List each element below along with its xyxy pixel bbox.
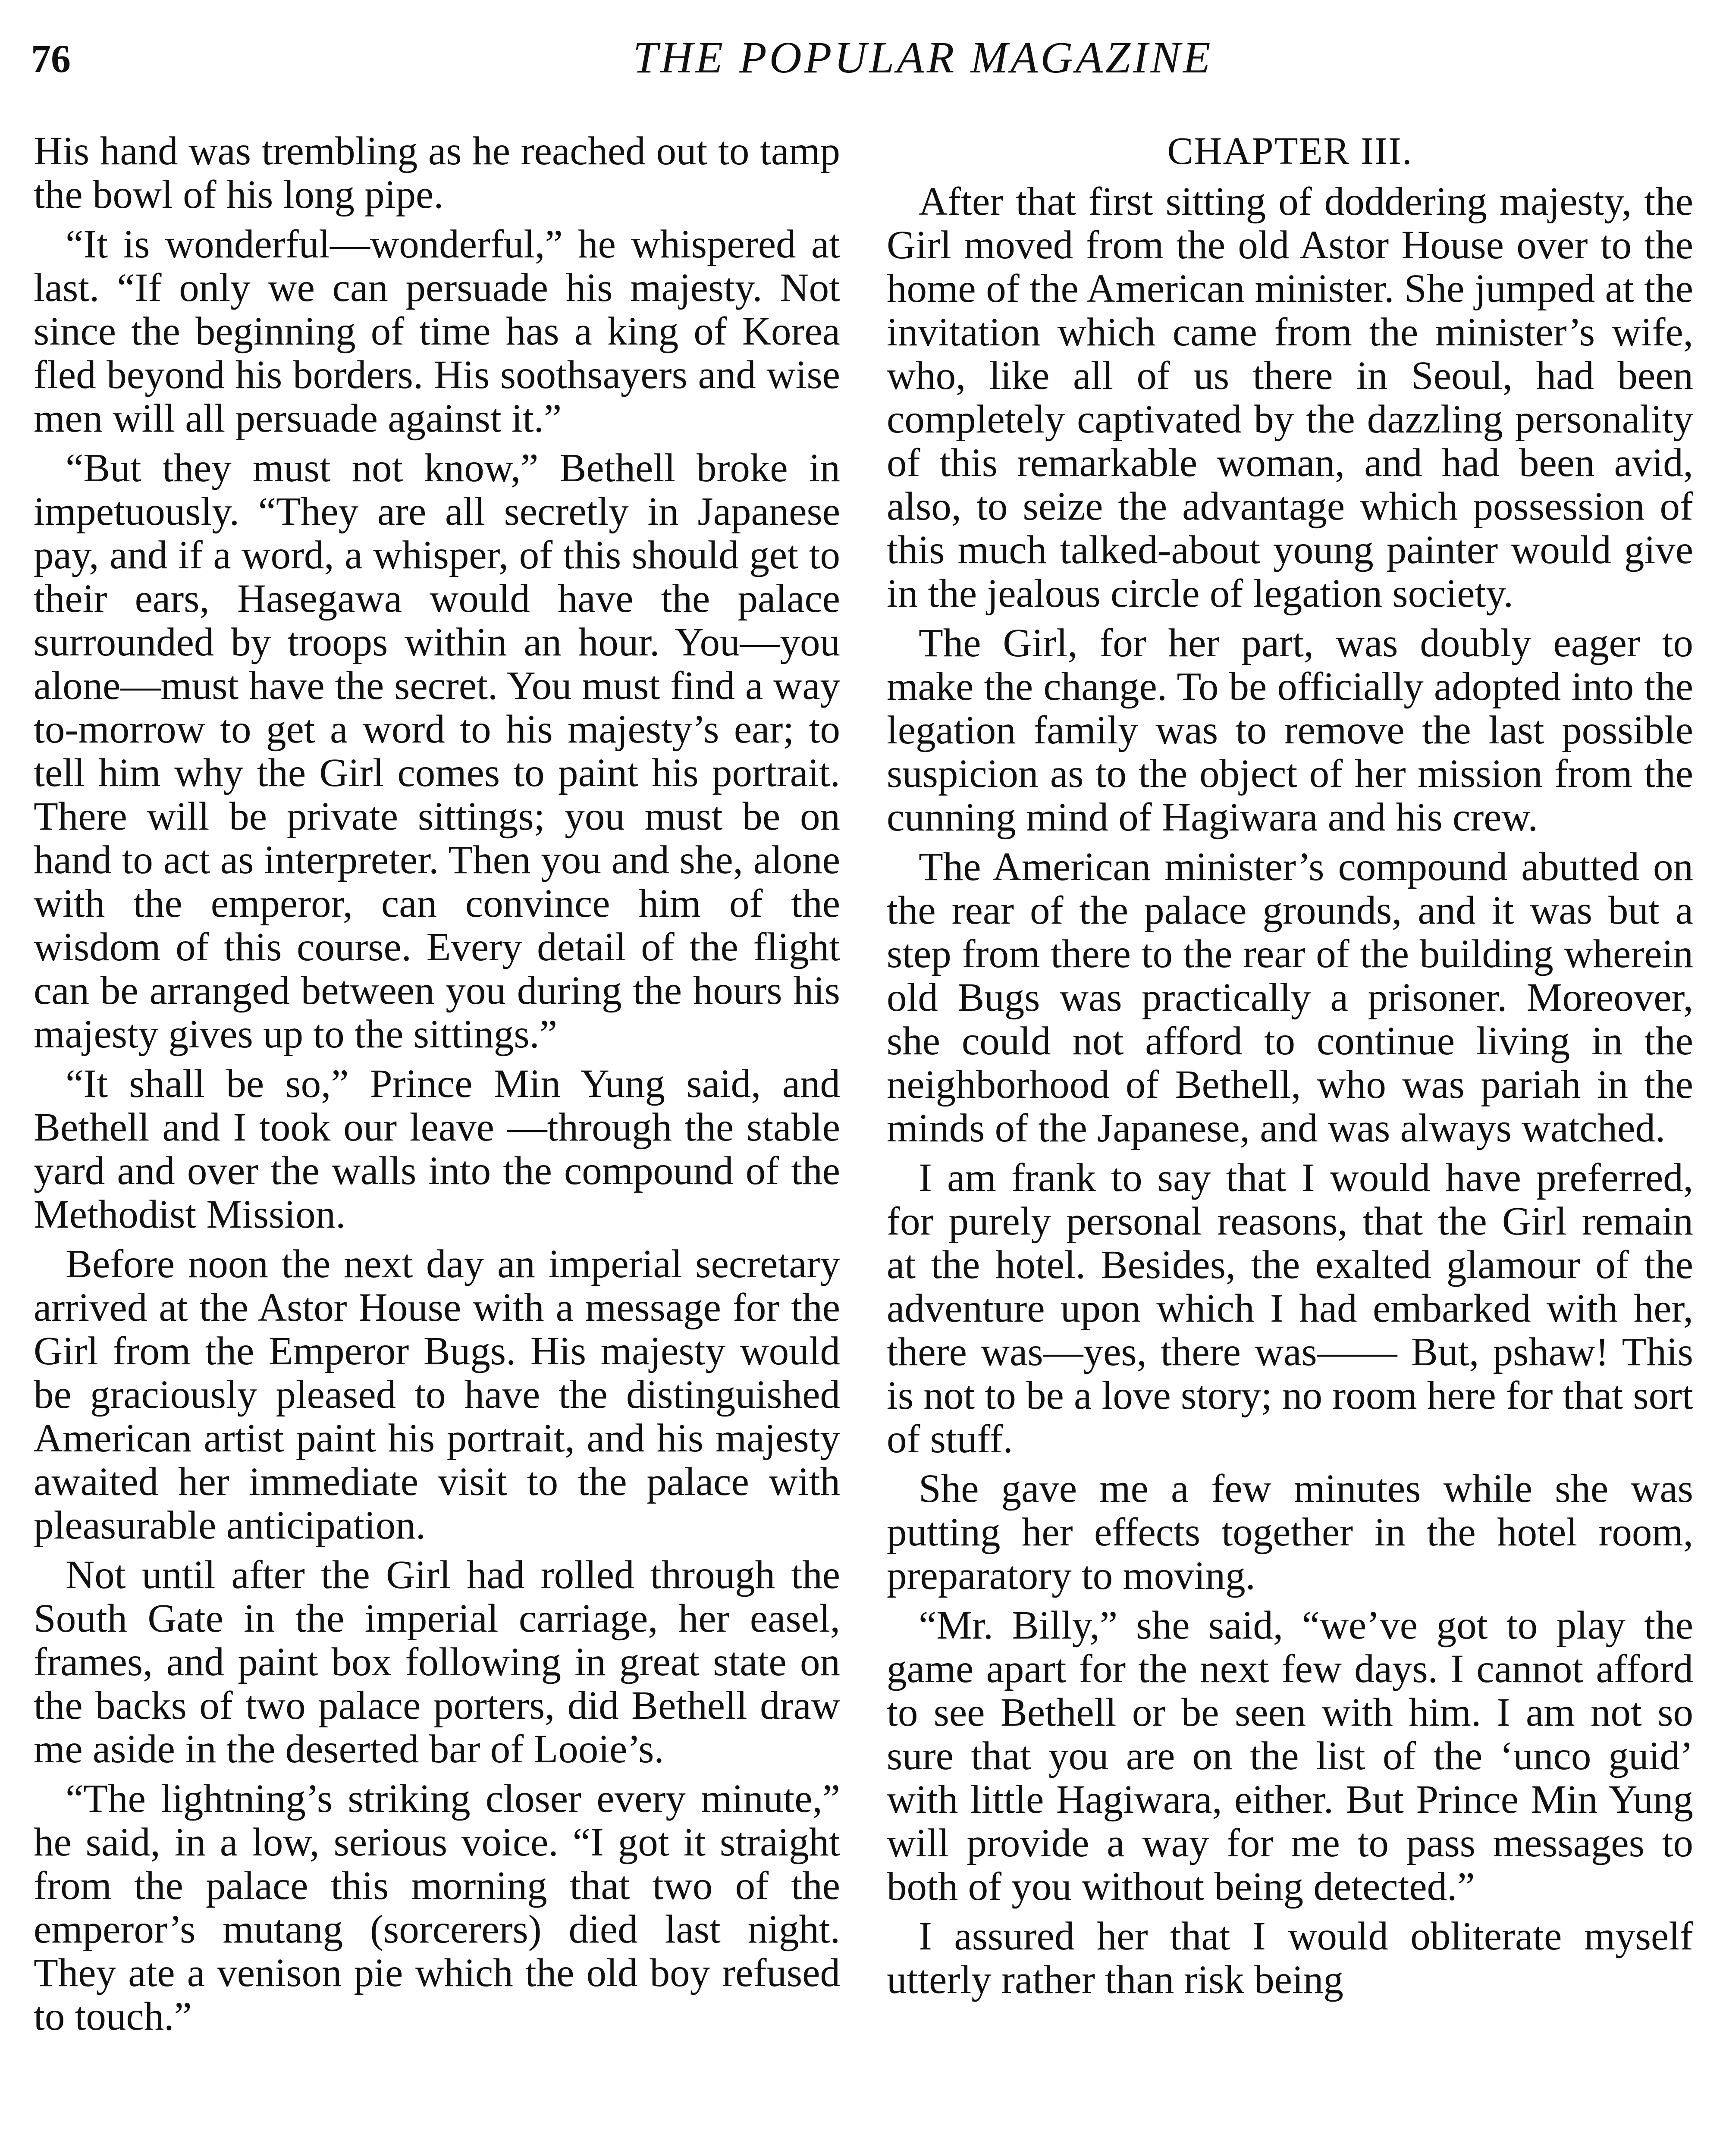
paragraph: “The lightning’s striking closer every minute,” he said, in a low, serious voice. “I got it straight from the palace this morning that two of the emperor’s mutang (sorcerers) died last night. They ate a venison pie which the old boy refused to touch.” xyxy=(34,1777,840,2039)
paragraph: “It is wonderful—wonderful,” he whispered at last. “If only we can persuade his majesty. Not since the beginning of time has a king of Korea fled beyond his borders. His soothsayers and wise men will all persuade against it.” xyxy=(34,222,840,441)
paragraph: “It shall be so,” Prince Min Yung said, and Bethell and I took our leave —through the stable yard and over the walls into the compound of the Methodist Mission. xyxy=(34,1062,840,1237)
paragraph: After that first sitting of doddering majesty, the Girl moved from the old Astor House over to the home of the American minister. She jumped at the invitation which came from the minister’s wife, who, like all of us there in Seoul, had been completely captivated by the dazzling personality of this remarkable woman, and had been avid, also, to seize the advantage which possession of this much talked-about young painter would give in the jealous circle of legation society. xyxy=(887,179,1693,616)
paragraph: The Girl, for her part, was doubly eager to make the change. To be officially adopted into the legation family was to remove the last possible suspicion as to the object of her mission from the cunning mind of Hagiwara and his crew. xyxy=(887,621,1693,840)
chapter-heading: CHAPTER III. xyxy=(1167,130,1413,172)
paragraph: “Mr. Billy,” she said, “we’ve got to play the game apart for the next few days. I cannot afford to see Bethell or be seen with him. I am not so sure that you are on the list of the ‘unco guid’ with little Hagiwara, either. But Prince Min Yung will provide a way for me to pass messages to both of you without being detected.” xyxy=(887,1603,1693,1909)
page-header xyxy=(0,30,1726,99)
running-title: THE POPULAR MAGAZINE xyxy=(633,33,1213,82)
paragraph: His hand was trembling as he reached out to tamp the bowl of his long pipe. xyxy=(34,129,840,217)
paragraph: I am frank to say that I would have preferred, for purely personal reasons, that the Girl remain at the hotel. Besides, the exalted glamour of the adventure upon which I had embarked with her, there was—yes, there was—— But, pshaw! This is not to be a love story; no room here for that sort of stuff. xyxy=(887,1156,1693,1461)
paragraph: Not until after the Girl had rolled through the South Gate in the imperial carriage, her easel, frames, and paint box following in great state on the backs of two palace porters, did Bethell draw me aside in the deserted bar of Looie’s. xyxy=(34,1553,840,1771)
left-column xyxy=(34,129,840,2044)
paragraph: “But they must not know,” Bethell broke in impetuously. “They are all secretly in Japanese pay, and if a word, a whisper, of this should get to their ears, Hasegawa would have the palace surrounded by troops within an hour. You—you alone—must have the secret. You must find a way to-morrow to get a word to his majesty’s ear; to tell him why the Girl comes to paint his portrait. There will be private sittings; you must be on hand to act as interpreter. Then you and she, alone with the emperor, can convince him of the wisdom of this course. Every detail of the flight can be arranged between you during the hours his majesty gives up to the sittings.” xyxy=(34,446,840,1056)
paragraph: I assured her that I would obliterate myself utterly rather than risk being xyxy=(887,1914,1693,2002)
paragraph: The American minister’s compound abutted on the rear of the palace grounds, and it was but a step from there to the rear of the building wherein old Bugs was practically a prisoner. Moreover, she could not afford to continue living in the neighborhood of Bethell, who was pariah in the minds of the Japanese, and was always watched. xyxy=(887,845,1693,1150)
right-column xyxy=(887,129,1693,2008)
page-number: 76 xyxy=(31,37,71,81)
paragraph: Before noon the next day an imperial secretary arrived at the Astor House with a message for the Girl from the Emperor Bugs. His majesty would be graciously pleased to have the distinguished American artist paint his portrait, and his majesty awaited her immediate visit to the palace with pleasurable anticipation. xyxy=(34,1242,840,1548)
paragraph: She gave me a few minutes while she was putting her effects together in the hotel room, preparatory to moving. xyxy=(887,1467,1693,1598)
